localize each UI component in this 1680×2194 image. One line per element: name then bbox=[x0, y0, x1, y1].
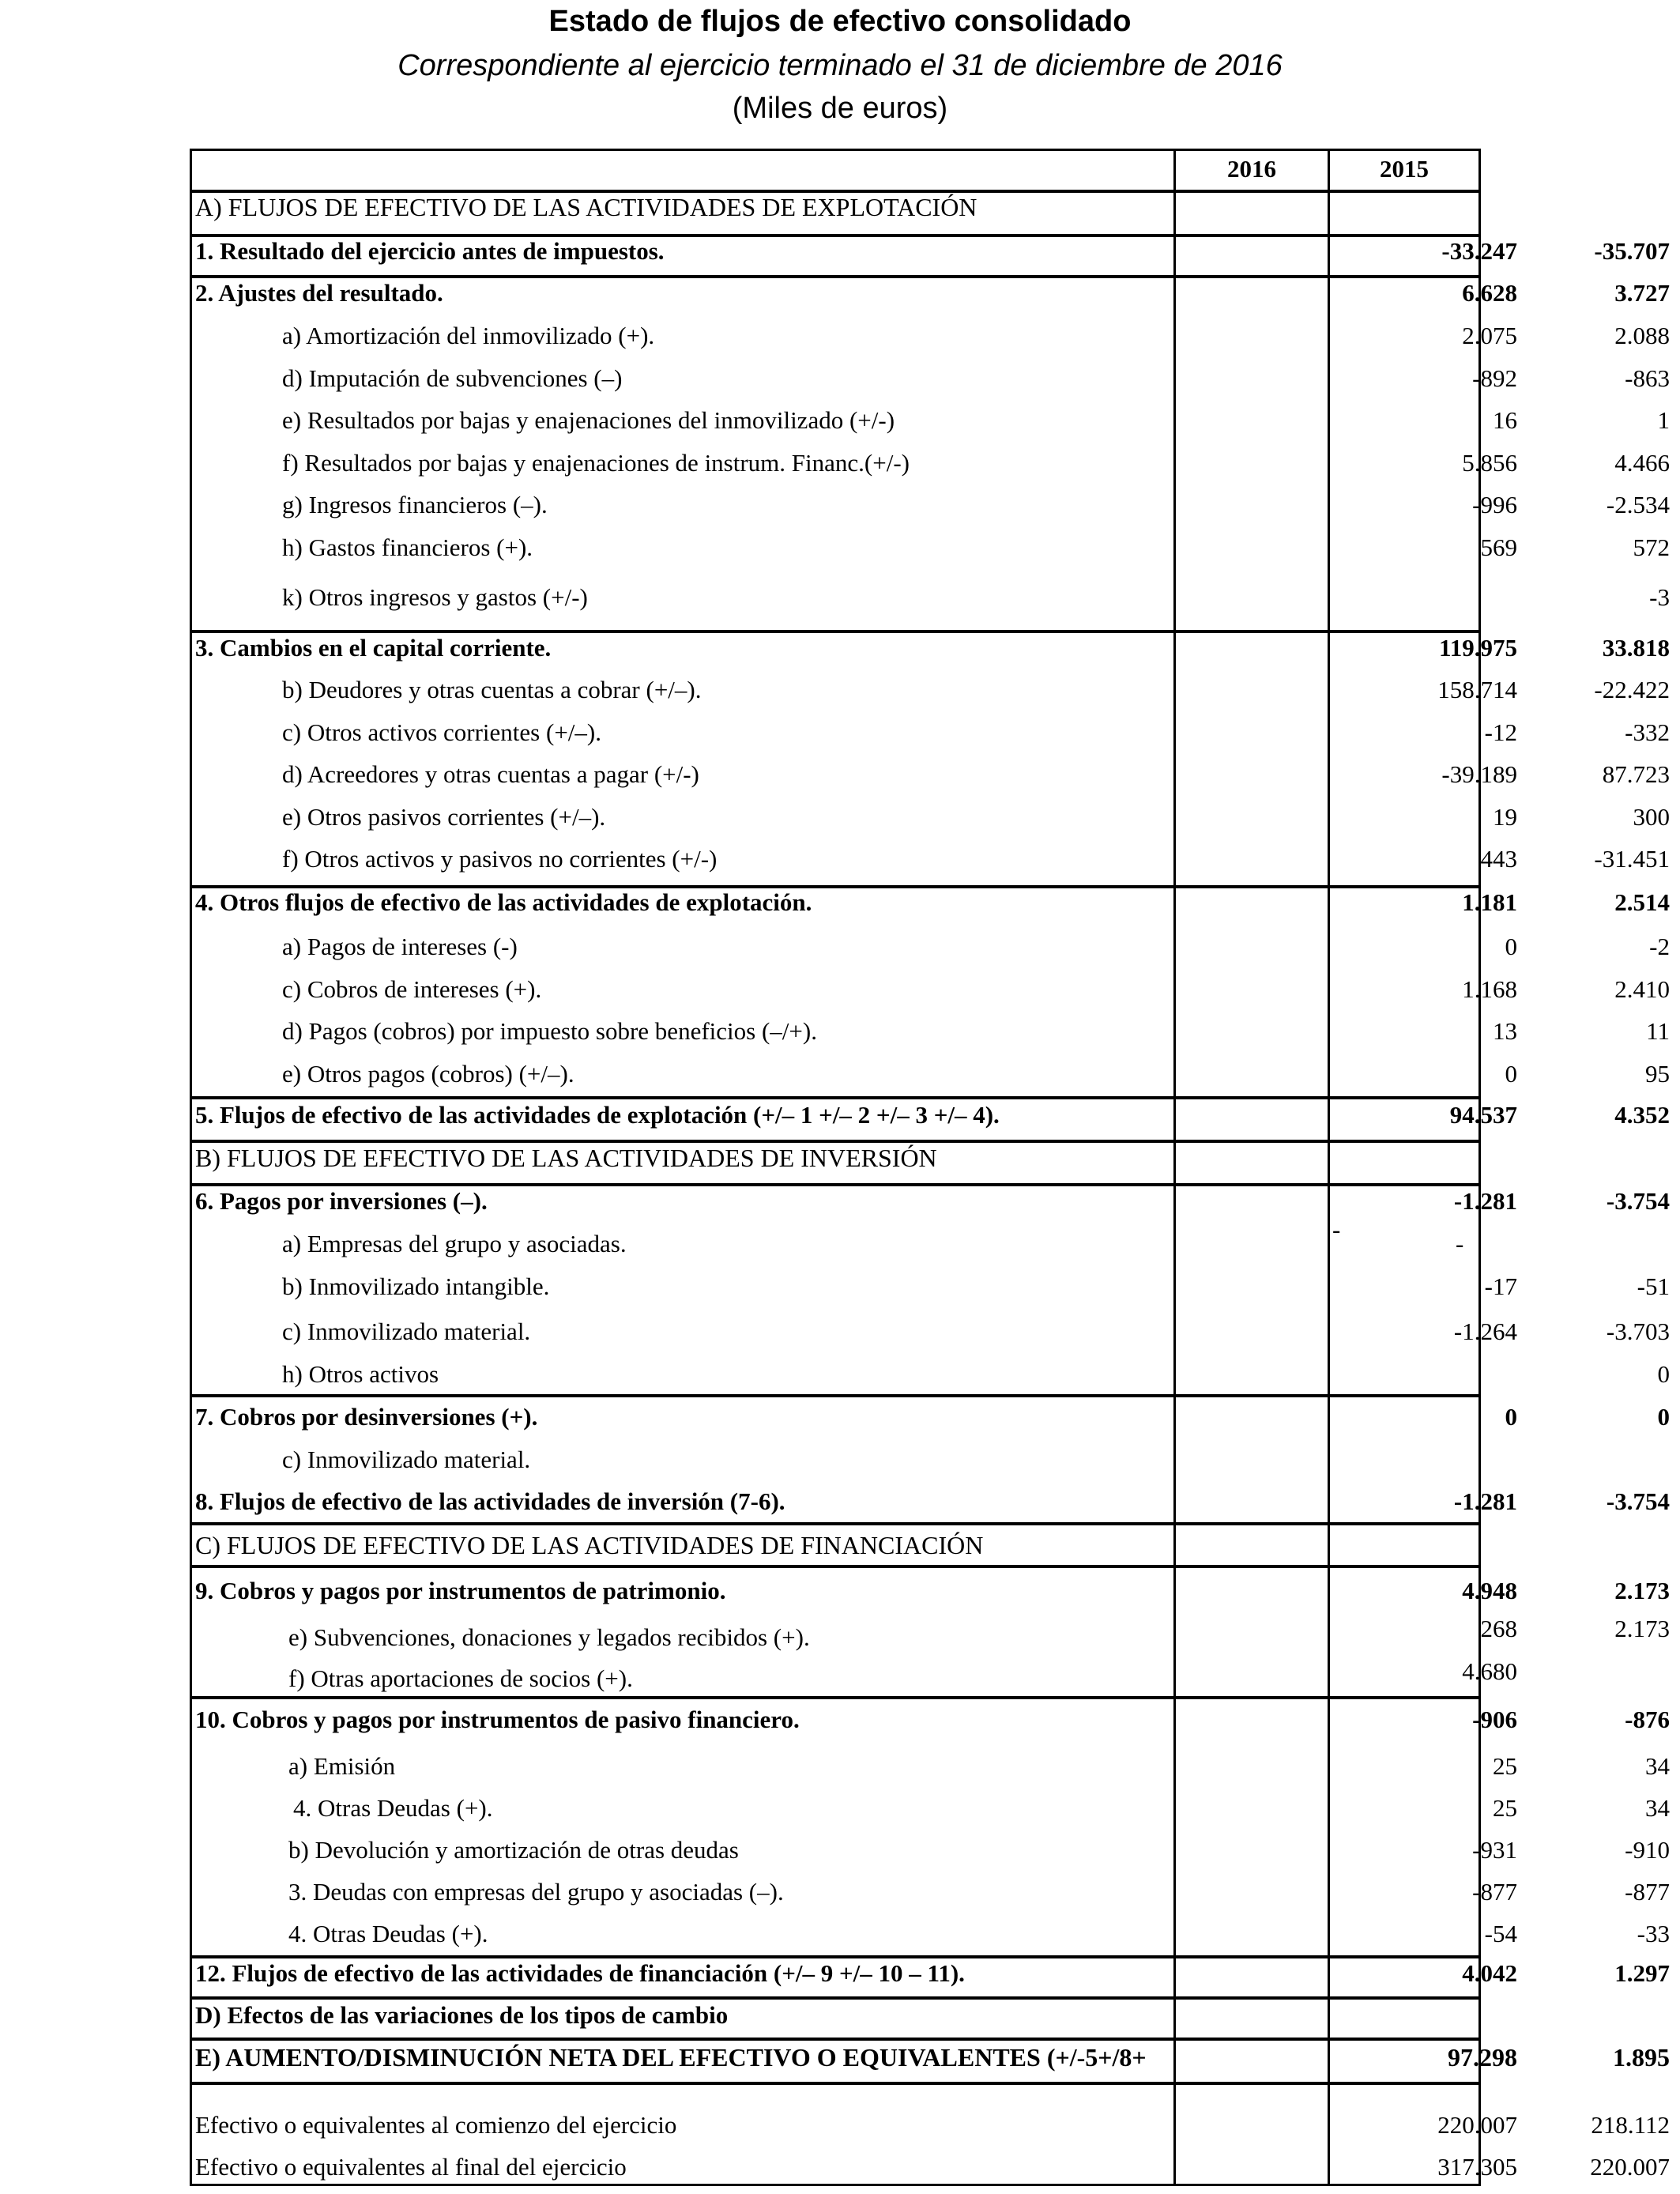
row-label: 4. Otras Deudas (+). bbox=[293, 1794, 493, 1822]
value-2015: -2.534 bbox=[1606, 491, 1670, 518]
value-2015: 33.818 bbox=[1602, 634, 1670, 662]
row-label: C) FLUJOS DE EFECTIVO DE LAS ACTIVIDADES DE FINANCIACIÓN bbox=[195, 1531, 984, 1559]
row-divider bbox=[190, 630, 1481, 633]
value-2015: 2.088 bbox=[1614, 322, 1670, 349]
value-2016: -931 bbox=[1472, 1836, 1517, 1864]
value-2016: -892 bbox=[1472, 364, 1517, 392]
value-2015: 4.466 bbox=[1614, 449, 1670, 477]
value-2016: -1.281 bbox=[1453, 1187, 1517, 1215]
row-label: f) Resultados por bajas y enajenaciones de instrum. Financ.(+/-) bbox=[282, 449, 910, 477]
value-2016: 25 bbox=[1493, 1794, 1517, 1822]
row-label: d) Acreedores y otras cuentas a pagar (+/-) bbox=[282, 760, 699, 788]
value-2015: 220.007 bbox=[1590, 2153, 1670, 2181]
value-2016: 4.948 bbox=[1462, 1577, 1517, 1604]
value-2016: 6.628 bbox=[1462, 279, 1517, 307]
column-header-2016: 2016 bbox=[1227, 155, 1276, 183]
value-2016: 19 bbox=[1493, 803, 1517, 831]
value-2016: 569 bbox=[1480, 533, 1517, 561]
value-2016: 0 bbox=[1505, 933, 1517, 960]
value-2015: -877 bbox=[1625, 1878, 1670, 1906]
row-label: 4. Otras Deudas (+). bbox=[288, 1920, 488, 1947]
value-2016: 158.714 bbox=[1437, 676, 1517, 703]
row-label: a) Amortización del inmovilizado (+). bbox=[282, 322, 655, 349]
row-label: Efectivo o equivalentes al comienzo del ejercicio bbox=[195, 2111, 677, 2139]
empty-dash-2015: - bbox=[1456, 1230, 1464, 1257]
value-2016: -12 bbox=[1484, 718, 1517, 746]
row-label: b) Inmovilizado intangible. bbox=[282, 1272, 550, 1300]
value-2016: 317.305 bbox=[1437, 2153, 1517, 2181]
value-2015: 2.514 bbox=[1614, 888, 1670, 916]
row-divider bbox=[190, 1140, 1481, 1143]
value-2016: 97.298 bbox=[1448, 2043, 1517, 2071]
row-label: c) Cobros de intereses (+). bbox=[282, 975, 542, 1003]
value-2015: 218.112 bbox=[1591, 2111, 1670, 2139]
value-2015: -863 bbox=[1625, 364, 1670, 392]
row-label: 12. Flujos de efectivo de las actividades de financiación (+/– 9 +/– 10 – 11). bbox=[195, 1959, 965, 1987]
row-label: h) Otros activos bbox=[282, 1360, 439, 1388]
value-2015: 4.352 bbox=[1614, 1101, 1670, 1129]
value-2016: 2.075 bbox=[1462, 322, 1517, 349]
row-label: e) Otros pagos (cobros) (+/–). bbox=[282, 1060, 574, 1088]
value-2015: 2.410 bbox=[1614, 975, 1670, 1003]
value-2015: -3 bbox=[1649, 583, 1670, 611]
row-label: e) Subvenciones, donaciones y legados recibidos (+). bbox=[288, 1623, 810, 1651]
value-2016: 1.181 bbox=[1462, 888, 1517, 916]
value-2015: -33 bbox=[1637, 1920, 1670, 1947]
value-2016: 220.007 bbox=[1437, 2111, 1517, 2139]
value-2015: 2.173 bbox=[1614, 1615, 1670, 1642]
value-2016: -54 bbox=[1484, 1920, 1517, 1947]
value-2016: -1.281 bbox=[1453, 1487, 1517, 1515]
row-label: c) Inmovilizado material. bbox=[282, 1318, 531, 1345]
row-divider bbox=[190, 2082, 1481, 2085]
value-2015: 34 bbox=[1645, 1794, 1670, 1822]
value-2015: 1 bbox=[1657, 406, 1670, 434]
value-2015: 3.727 bbox=[1614, 279, 1670, 307]
row-label: d) Imputación de subvenciones (–) bbox=[282, 364, 623, 392]
value-2016: 119.975 bbox=[1438, 634, 1517, 662]
row-label: 3. Cambios en el capital corriente. bbox=[195, 634, 552, 662]
row-label: 1. Resultado del ejercicio antes de impuestos. bbox=[195, 237, 665, 265]
row-label: B) FLUJOS DE EFECTIVO DE LAS ACTIVIDADES DE INVERSIÓN bbox=[195, 1144, 937, 1172]
value-2015: 1.297 bbox=[1614, 1959, 1670, 1987]
row-label: 2. Ajustes del resultado. bbox=[195, 279, 443, 307]
row-divider bbox=[190, 275, 1481, 278]
value-2016: -906 bbox=[1472, 1706, 1517, 1733]
row-divider bbox=[190, 1996, 1481, 2000]
row-label: h) Gastos financieros (+). bbox=[282, 533, 533, 561]
value-2015: -332 bbox=[1625, 718, 1670, 746]
value-2015: -31.451 bbox=[1594, 845, 1670, 873]
row-label: a) Pagos de intereses (-) bbox=[282, 933, 518, 960]
value-2016: 13 bbox=[1493, 1017, 1517, 1045]
value-2015: -2 bbox=[1649, 933, 1670, 960]
row-label: c) Otros activos corrientes (+/–). bbox=[282, 718, 601, 746]
row-label: 4. Otros flujos de efectivo de las actividades de explotación. bbox=[195, 888, 812, 916]
value-2015: -876 bbox=[1625, 1706, 1670, 1733]
row-divider bbox=[190, 1696, 1481, 1699]
row-label: c) Inmovilizado material. bbox=[282, 1446, 531, 1473]
row-divider bbox=[190, 1394, 1481, 1397]
row-label: 7. Cobros por desinversiones (+). bbox=[195, 1403, 538, 1431]
value-2015: -3.754 bbox=[1606, 1187, 1670, 1215]
value-2015: -35.707 bbox=[1594, 237, 1670, 265]
value-2015: -910 bbox=[1625, 1836, 1670, 1864]
value-2015: -22.422 bbox=[1594, 676, 1670, 703]
value-2015: 34 bbox=[1645, 1752, 1670, 1780]
value-2015: 1.895 bbox=[1613, 2043, 1670, 2071]
value-2015: 0 bbox=[1657, 1360, 1670, 1388]
value-2016: 25 bbox=[1493, 1752, 1517, 1780]
value-2016: 443 bbox=[1480, 845, 1517, 873]
value-2016: 4.042 bbox=[1462, 1959, 1517, 1987]
value-2016: -877 bbox=[1472, 1878, 1517, 1906]
value-2016: -33.247 bbox=[1441, 237, 1517, 265]
value-2015: 87.723 bbox=[1602, 760, 1670, 788]
value-2016: -996 bbox=[1472, 491, 1517, 518]
row-divider bbox=[190, 1183, 1481, 1186]
row-divider bbox=[190, 2038, 1481, 2041]
value-2015: 0 bbox=[1657, 1403, 1670, 1431]
row-divider bbox=[190, 1955, 1481, 1958]
row-label: f) Otros activos y pasivos no corrientes (+/-) bbox=[282, 845, 718, 873]
value-2016: 16 bbox=[1493, 406, 1517, 434]
row-label: D) Efectos de las variaciones de los tipos de cambio bbox=[195, 2001, 729, 2029]
row-label: 3. Deudas con empresas del grupo y asociadas (–). bbox=[288, 1878, 784, 1906]
row-label: a) Emisión bbox=[288, 1752, 396, 1780]
page-title: Estado de flujos de efectivo consolidado bbox=[548, 5, 1132, 38]
value-2016: -1.264 bbox=[1453, 1318, 1517, 1345]
row-label: 5. Flujos de efectivo de las actividades de explotación (+/– 1 +/– 2 +/– 3 +/– 4). bbox=[195, 1101, 1000, 1129]
value-2016: 268 bbox=[1480, 1615, 1517, 1642]
page-subtitle: Correspondiente al ejercicio terminado el 31 de diciembre de 2016 bbox=[397, 49, 1283, 82]
row-label: a) Empresas del grupo y asociadas. bbox=[282, 1230, 627, 1257]
value-2016: 0 bbox=[1505, 1403, 1517, 1431]
row-label: g) Ingresos financieros (–). bbox=[282, 491, 548, 518]
row-label: A) FLUJOS DE EFECTIVO DE LAS ACTIVIDADES DE EXPLOTACIÓN bbox=[195, 193, 977, 221]
value-2015: -3.703 bbox=[1606, 1318, 1670, 1345]
units-label: (Miles de euros) bbox=[732, 92, 948, 125]
value-2015: 11 bbox=[1646, 1017, 1670, 1045]
row-divider bbox=[190, 1096, 1481, 1099]
row-label: e) Resultados por bajas y enajenaciones del inmovilizado (+/-) bbox=[282, 406, 895, 434]
row-divider bbox=[190, 1522, 1481, 1525]
value-2016: 4.680 bbox=[1462, 1657, 1517, 1685]
row-label: k) Otros ingresos y gastos (+/-) bbox=[282, 583, 588, 611]
value-2016: 0 bbox=[1505, 1060, 1517, 1088]
row-label: b) Deudores y otras cuentas a cobrar (+/–). bbox=[282, 676, 702, 703]
row-label: Efectivo o equivalentes al final del ejercicio bbox=[195, 2153, 627, 2181]
value-2015: 572 bbox=[1633, 533, 1670, 561]
empty-dash-2016: - bbox=[1332, 1216, 1341, 1243]
value-2016: 1.168 bbox=[1462, 975, 1517, 1003]
row-label: E) AUMENTO/DISMINUCIÓN NETA DEL EFECTIVO O EQUIVALENTES (+/-5+/8+ bbox=[195, 2043, 1147, 2071]
column-header-2015: 2015 bbox=[1380, 155, 1429, 183]
row-label: 6. Pagos por inversiones (–). bbox=[195, 1187, 488, 1215]
row-label: f) Otras aportaciones de socios (+). bbox=[288, 1664, 633, 1692]
row-divider bbox=[190, 1565, 1481, 1568]
value-2016: 94.537 bbox=[1449, 1101, 1517, 1129]
row-label: 10. Cobros y pagos por instrumentos de pasivo financiero. bbox=[195, 1706, 800, 1733]
row-label: 8. Flujos de efectivo de las actividades de inversión (7-6). bbox=[195, 1487, 785, 1515]
value-2016: -17 bbox=[1484, 1272, 1517, 1300]
row-label: d) Pagos (cobros) por impuesto sobre beneficios (–/+). bbox=[282, 1017, 817, 1045]
value-2015: 300 bbox=[1633, 803, 1670, 831]
value-2015: -3.754 bbox=[1606, 1487, 1670, 1515]
value-2016: 5.856 bbox=[1462, 449, 1517, 477]
row-label: 9. Cobros y pagos por instrumentos de patrimonio. bbox=[195, 1577, 726, 1604]
value-2015: 95 bbox=[1645, 1060, 1670, 1088]
value-2016: -39.189 bbox=[1441, 760, 1517, 788]
value-2015: -51 bbox=[1637, 1272, 1670, 1300]
row-label: b) Devolución y amortización de otras deudas bbox=[288, 1836, 739, 1864]
row-label: e) Otros pasivos corrientes (+/–). bbox=[282, 803, 606, 831]
value-2015: 2.173 bbox=[1614, 1577, 1670, 1604]
